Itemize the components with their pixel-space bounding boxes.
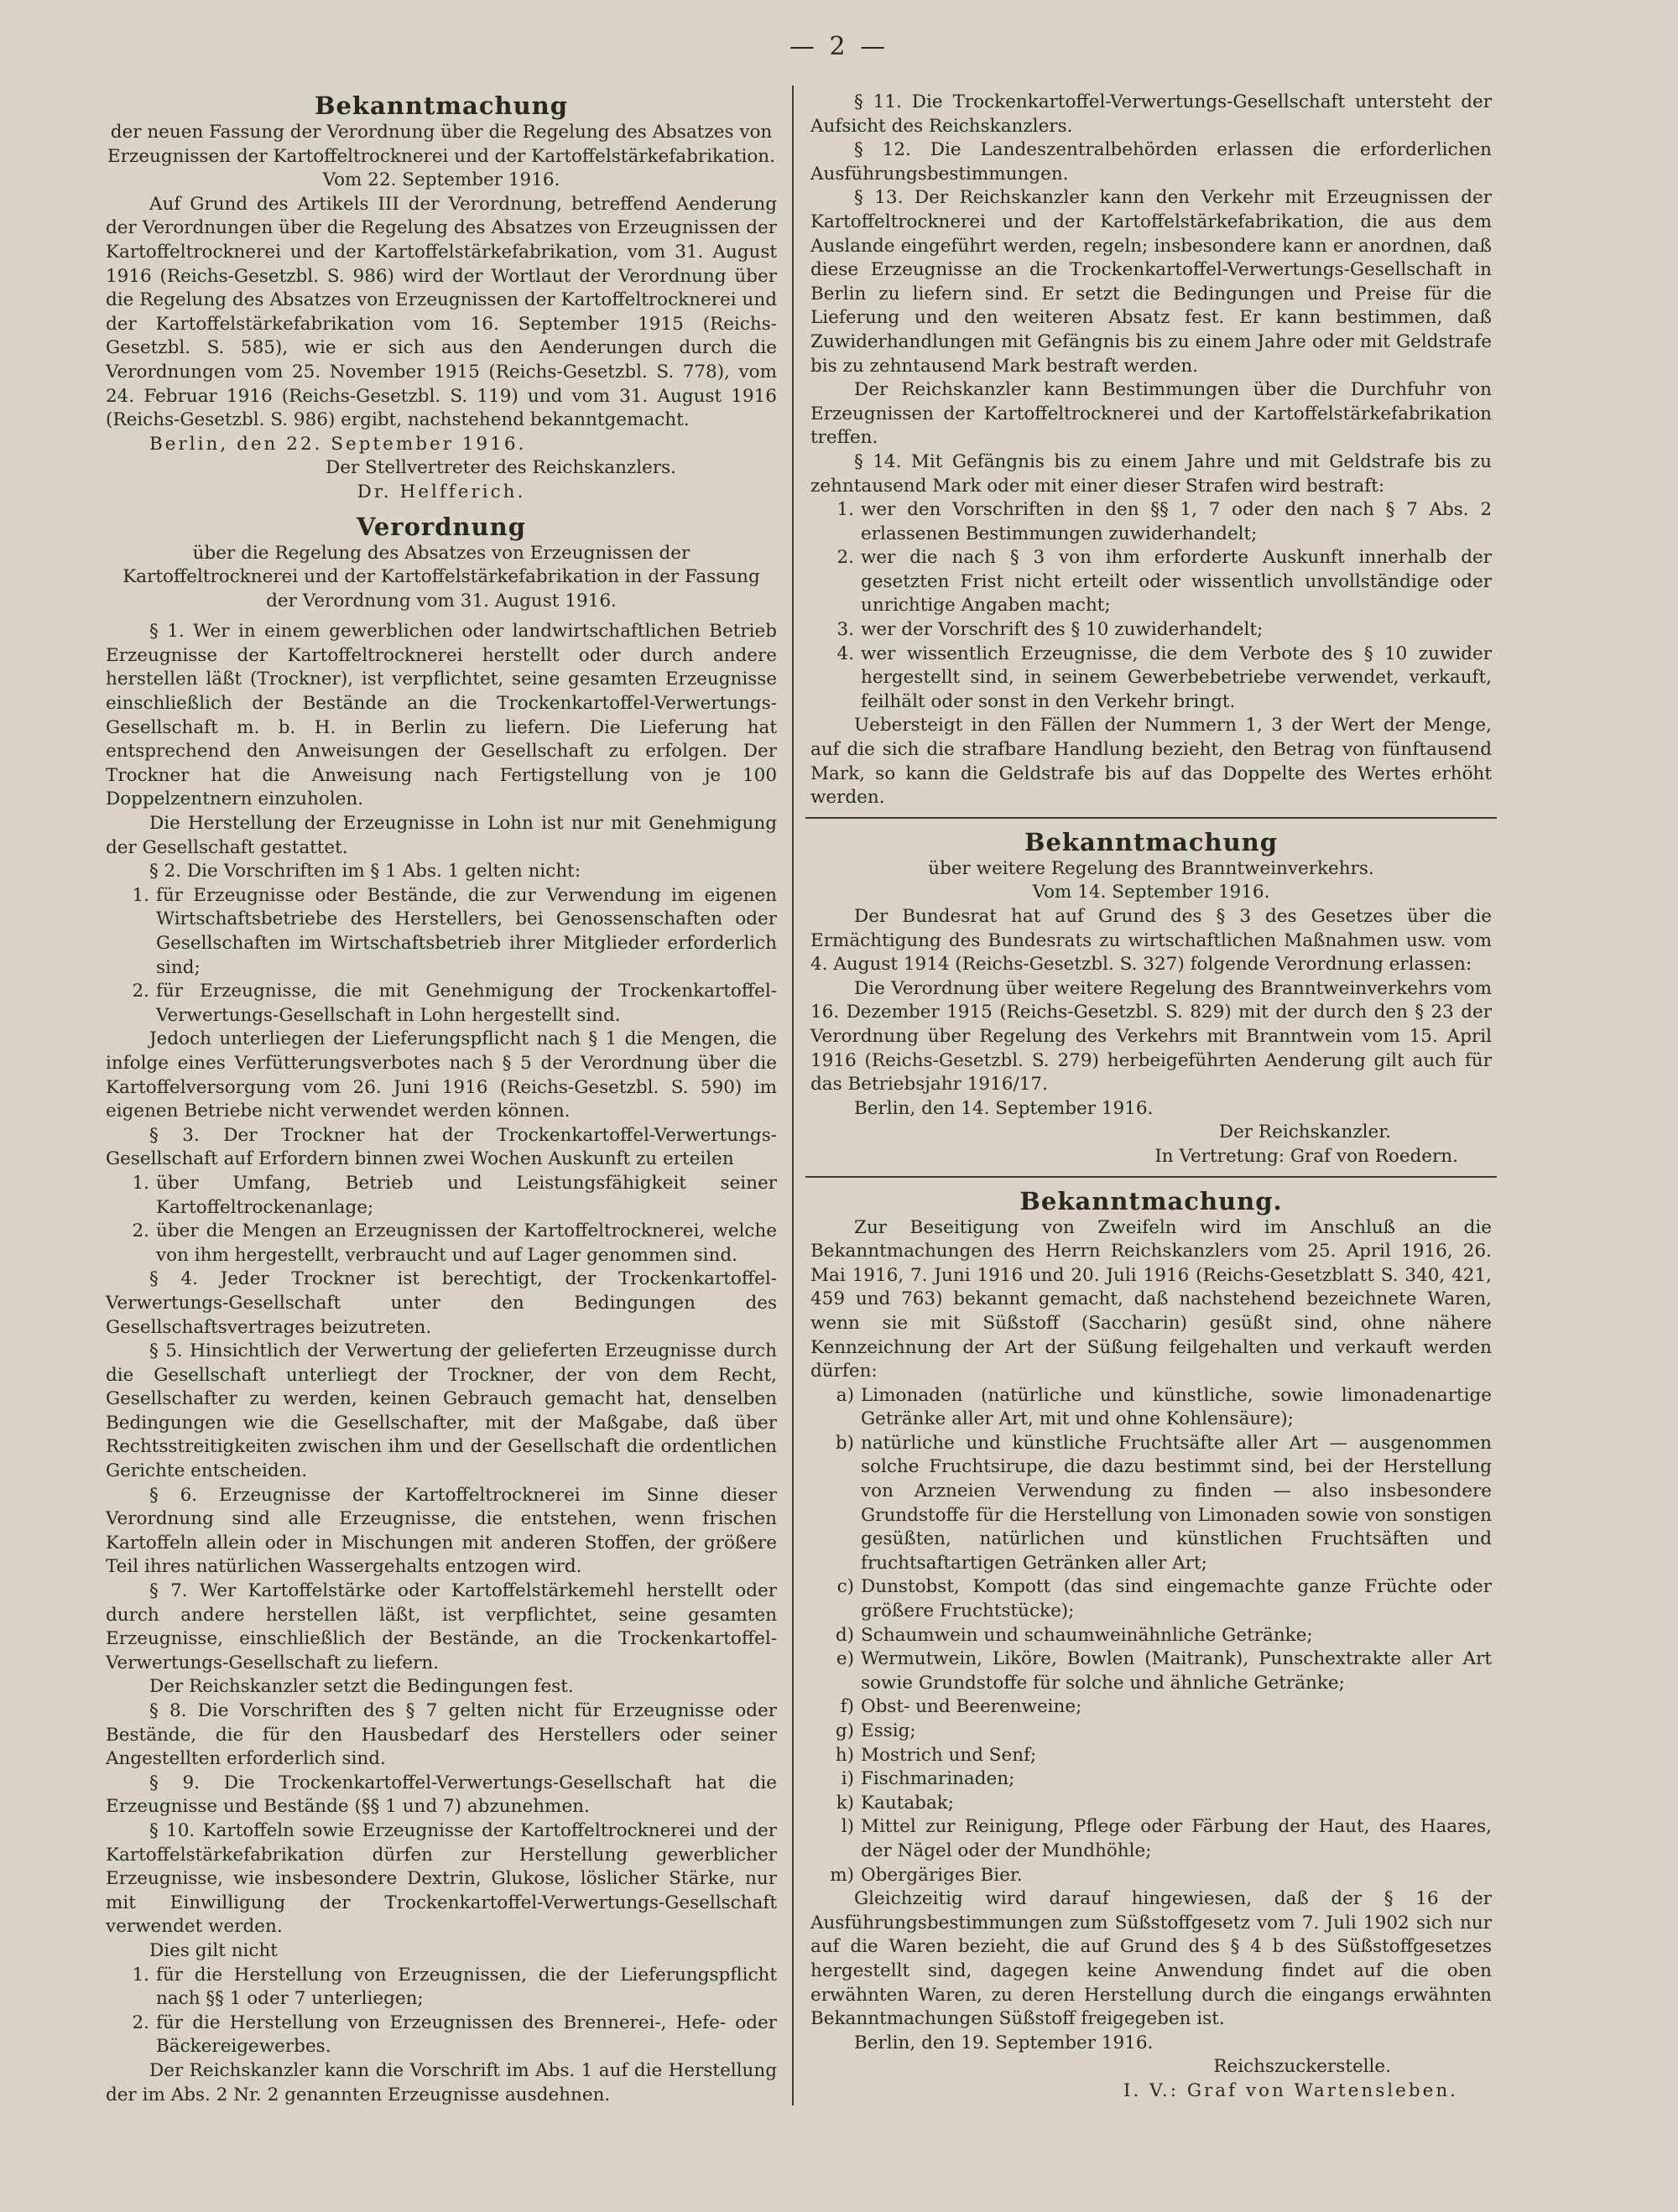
paragraph-13b: Der Reichskanzler kann Bestimmungen über die Durchfuhr von Erzeugnissen der Kartoffeltrocknerei und der Kartoffelstärkefabrikation treffen.	[810, 379, 1492, 449]
column-divider	[792, 86, 794, 2105]
list-item: f) Obst- und Beerenweine;	[840, 1696, 1082, 1718]
list-item: 2. für die Herstellung von Erzeugnissen des Brennerei-, Hefe- oder Bäckereigewerbes.	[132, 2012, 777, 2058]
list-item: d) Schaumwein und schaumweinähnliche Getränke;	[835, 1624, 1313, 1646]
section-divider	[805, 817, 1497, 819]
announcement-3-place-date: Berlin, den 19. September 1916.	[854, 2032, 1154, 2053]
announcement-2-subtitle: über weitere Regelung des Branntweinverkehrs.	[928, 857, 1374, 879]
ordinance-subtitle: über die Regelung des Absatzes von Erzeugnissen der Kartoffeltrocknerei und der Kartoffelstärkefabrikation in der Fassung der Verordnung vom 31. August 1916.	[122, 542, 760, 612]
paragraph-13: § 13. Der Reichskanzler kann den Verkehr mit Erzeugnissen der Kartoffeltrocknerei und der Kartoffelstärkefabrikation, die aus dem Auslande eingeführt werden, regeln; insbesondere kann er anordnen, daß diese Erzeugnisse an die Trockenkartoffel-Verwertungs-Gesellschaft in Berlin zu liefern sind. Er setzt die Bedingungen und Preise für die Lieferung und den weiteren Absatz fest. Er kann bestimmen, daß Zuwiderhandlungen mit Gefängnis bis zu einem Jahre oder mit Geldstrafe bis zu zehntausend Mark bestraft werden.	[810, 187, 1492, 377]
list-item: 1. für Erzeugnisse oder Bestände, die zur Verwendung im eigenen Wirtschaftsbetriebe des Herstellers, bei Genossenschaften oder Gesellschaften im Wirtschaftsbetrieb ihrer Mitglieder erforderlich sind;	[132, 884, 777, 978]
announcement-2-date: Vom 14. September 1916.	[1032, 882, 1270, 903]
list-item: b) natürliche und künstliche Fruchtsäfte aller Art — ausgenommen solche Fruchtsirupe, die dazu bestimmt sind, bei der Herstellung von Arzneien Verwendung zu finden — also insbesondere Grundstoffe für die Herstellung von Limonaden sowie von sonstigen gesüßten, natürlichen und künstlichen Fruchtsäften und fruchtsaftartigen Getränken aller Art;	[835, 1432, 1492, 1574]
announcement-3-signatory: I. V.: Graf von Wartensleben.	[1123, 2079, 1458, 2101]
paragraph-2: § 2. Die Vorschriften im § 1 Abs. 1 gelten nicht:	[149, 861, 581, 882]
announcement-body: Auf Grund des Artikels III der Verordnung, betreffend Aenderung der Verordnungen über die Regelung des Absatzes von Erzeugnissen der Kartoffeltrocknerei und der Kartoffelstärkefabrikation, vom 31. August 1916 (Reichs-Gesetzbl. S. 986) wird der Wortlaut der Verordnung über die Regelung des Absatzes von Erzeugnissen der Kartoffeltrocknerei und der Kartoffelstärkefabrikation vom 16. September 1915 (Reichs-Gesetzbl. S. 585), wie er sich aus den Aenderungen durch die Verordnungen vom 25. November 1915 (Reichs-Gesetzbl. S. 778), vom 24. Februar 1916 (Reichs-Gesetzbl. S. 119) und vom 31. August 1916 (Reichs-Gesetzbl. S. 986) ergibt, nachstehend bekanntgemacht.	[106, 193, 777, 431]
list-item: a) Limonaden (natürliche und künstliche, sowie limonadenartige Getränke aller Art, mit und ohne Kohlensäure);	[836, 1384, 1492, 1430]
announcement-signatory: Dr. Helfferich.	[357, 481, 526, 502]
announcement-2-body: Der Bundesrat hat auf Grund des § 3 des Gesetzes über die Ermächtigung des Bundesrats zu wirtschaftlichen Maßnahmen usw. vom 4. August 1914 (Reichs-Gesetzbl. S. 327) folgende Verordnung erlassen:	[810, 906, 1492, 976]
list-item: 2. für Erzeugnisse, die mit Genehmigung der Trockenkartoffel-Verwertungs-Gesellschaft in Lohn hergestellt sind.	[132, 981, 777, 1026]
left-column	[106, 91, 777, 2107]
paragraph-1: § 1. Wer in einem gewerblichen oder landwirtschaftlichen Betrieb Erzeugnisse der Kartoffeltrocknerei herstellt oder durch andere herstellen läßt (Trockner), ist verpflichtet, seine gesamten Erzeugnisse einschließlich der Bestände an die Trockenkartoffel-Verwertungs-Gesellschaft m. b. H. in Berlin zu liefern. Die Lieferung hat entsprechend den Anweisungen der Gesellschaft zu erfolgen. Der Trockner hat die Anweisung nach Fertigstellung von je 100 Doppelzentnern einzuholen.	[106, 621, 777, 810]
announcement-place-date: Berlin, den 22. September 1916.	[149, 433, 527, 455]
paragraph-9: § 9. Die Trockenkartoffel-Verwertungs-Gesellschaft hat die Erzeugnisse und Bestände (§§ 1 und 7) abzunehmen.	[106, 1772, 777, 1818]
paragraph-14b: Uebersteigt in den Fällen der Nummern 1, 3 der Wert der Menge, auf die sich die strafbare Handlung bezieht, den Betrag von fünftausend Mark, so kann die Geldstrafe bis auf das Doppelte des Wertes erhöht werden.	[810, 715, 1492, 809]
list-item: l) Mittel zur Reinigung, Pflege oder Färbung der Haut, des Haares, der Nägel oder der Mundhöhle;	[841, 1816, 1492, 1861]
list-item: 1. über Umfang, Betrieb und Leistungsfähigkeit seiner Kartoffeltrockenanlage;	[132, 1172, 777, 1218]
list-item: 4. wer wissentlich Erzeugnisse, die dem Verbote des § 10 zuwider hergestellt sind, in seinem Gewerbebetriebe verwendet, verkauft, feilhält oder sonst in den Verkehr bringt.	[836, 643, 1492, 712]
list-item: 2. wer die nach § 3 von ihm erforderte Auskunft innerhalb der gesetzten Frist nicht erteilt oder wissentlich unvollständige oder unrichtige Angaben macht;	[836, 547, 1492, 617]
paragraph-10c: Der Reichskanzler kann die Vorschrift im Abs. 1 auf die Herstellung der im Abs. 2 Nr. 2 genannten Erzeugnisse ausdehnen.	[106, 2059, 777, 2105]
announcement-3-title: Bekanntmachung.	[1019, 1186, 1283, 1215]
list-item: 1. für die Herstellung von Erzeugnissen, die der Lieferungspflicht nach §§ 1 oder 7 unterliegen;	[132, 1964, 777, 2010]
announcement-3-body-2: Gleichzeitig wird darauf hingewiesen, daß der § 16 der Ausführungsbestimmungen zum Süßstoffgesetz vom 7. Juli 1902 sich nur auf die Waren bezieht, die auf Grund des § 4 b des Süßstoffgesetzes hergestellt sind, dagegen keine Anwendung findet auf die oben erwähnten Waren, zu deren Herstellung durch die eingangs erwähnten Bekanntmachungen Süßstoff freigegeben ist.	[810, 1888, 1492, 2030]
paragraph-3: § 3. Der Trockner hat der Trockenkartoffel-Verwertungs-Gesellschaft auf Erfordern binnen zwei Wochen Auskunft zu erteilen	[106, 1124, 777, 1170]
paragraph-7b: Der Reichskanzler setzt die Bedingungen fest.	[149, 1676, 574, 1698]
list-item: m) Obergäriges Bier.	[830, 1864, 1023, 1886]
announcement-2-signatory-title: Der Reichskanzler.	[1218, 1122, 1391, 1143]
section-divider	[805, 1176, 1497, 1178]
paragraph-1b: Die Herstellung der Erzeugnisse in Lohn ist nur mit Genehmigung der Gesellschaft gestattet.	[106, 813, 777, 858]
page-number: — 2 —	[789, 32, 889, 61]
announcement-2-place-date: Berlin, den 14. September 1916.	[854, 1097, 1154, 1119]
paragraph-4: § 4. Jeder Trockner ist berechtigt, der Trockenkartoffel-Verwertungs-Gesellschaft unter den Bedingungen des Gesellschaftsvertrages beizutreten.	[106, 1268, 777, 1338]
announcement-3-body: Zur Beseitigung von Zweifeln wird im Anschluß an die Bekanntmachungen des Herrn Reichskanzlers vom 25. April 1916, 26. Mai 1916, 7. Juni 1916 und 20. Juli 1916 (Reichs-Gesetzblatt S. 340, 421, 459 und 763) bekannt gemacht, daß nachstehend bezeichnete Waren, wenn sie mit Süßstoff (Saccharin) gesüßt sind, ohne nähere Kennzeichnung der Art der Süßung feilgehalten und verkauft werden dürfen:	[810, 1216, 1492, 1382]
list-item: 1. wer den Vorschriften in den §§ 1, 7 oder den nach § 7 Abs. 2 erlassenen Bestimmungen zuwiderhandelt;	[836, 499, 1492, 544]
right-column	[810, 91, 1492, 2104]
list-item: i) Fischmarinaden;	[841, 1768, 1015, 1790]
paragraph-11: § 11. Die Trockenkartoffel-Verwertungs-Gesellschaft untersteht der Aufsicht des Reichskanzlers.	[810, 91, 1492, 137]
paragraph-10b: Dies gilt nicht	[149, 1939, 278, 1961]
list-item: 3. wer der Vorschrift des § 10 zuwiderhandelt;	[836, 619, 1264, 641]
announcement-subtitle: der neuen Fassung der Verordnung über die Regelung des Absatzes von Erzeugnissen der Kartoffeltrocknerei und der Kartoffelstärkefabrikation. Vom 22. September 1916.	[107, 122, 775, 191]
announcement-title: Bekanntmachung	[314, 91, 569, 120]
paragraph-5: § 5. Hinsichtlich der Verwertung der gelieferten Erzeugnisse durch die Gesellschaft unterliegt der Trockner, der von dem Recht, Gesellschafter zu werden, keinen Gebrauch gemacht hat, denselben Bedingungen wie die Gesellschafter, mit der Maßgabe, daß über Rechtsstreitigkeiten zwischen ihm und der Gesellschaft die ordentlichen Gerichte entscheiden.	[106, 1340, 777, 1482]
paragraph-7: § 7. Wer Kartoffelstärke oder Kartoffelstärkemehl herstellt oder durch andere herstellen läßt, ist verpflichtet, seine gesamten Erzeugnisse, einschließlich der Bestände, an die Trockenkartoffel-Verwertungs-Gesellschaft zu liefern.	[106, 1580, 777, 1673]
announcement-3-signatory-title: Reichszuckerstelle.	[1213, 2056, 1391, 2078]
paragraph-12: § 12. Die Landeszentralbehörden erlassen die erforderlichen Ausführungsbestimmungen.	[810, 139, 1492, 185]
paragraph-14: § 14. Mit Gefängnis bis zu einem Jahre und mit Geldstrafe bis zu zehntausend Mark oder mit einer dieser Strafen wird bestraft:	[810, 450, 1492, 497]
announcement-2-body-2: Die Verordnung über weitere Regelung des Branntweinverkehrs vom 16. Dezember 1915 (Reichs-Gesetzbl. S. 829) mit der durch den § 23 der Verordnung über Regelung des Verkehrs mit Branntwein vom 15. April 1916 (Reichs-Gesetzbl. S. 279) herbeigeführten Aenderung gilt auch für das Betriebsjahr 1916/17.	[810, 977, 1492, 1096]
list-item: h) Mostrich und Senf;	[835, 1744, 1037, 1766]
announcement-signatory-title: Der Stellvertreter des Reichskanzlers.	[325, 457, 676, 479]
paragraph-8: § 8. Die Vorschriften des § 7 gelten nicht für Erzeugnisse oder Bestände, die für den Hausbedarf des Herstellers oder seiner Angestellten erforderlich sind.	[106, 1700, 777, 1770]
list-item: k) Kautabak;	[836, 1792, 955, 1814]
list-item: e) Wermutwein, Liköre, Bowlen (Maitrank), Punschextrakte aller Art sowie Grundstoffe für solche und ähnliche Getränke;	[836, 1648, 1492, 1694]
list-item: 2. über die Mengen an Erzeugnissen der Kartoffeltrocknerei, welche von ihm hergestellt, verbraucht und auf Lager genommen sind.	[132, 1221, 777, 1266]
announcement-2-signatory: In Vertretung: Graf von Roedern.	[1154, 1145, 1458, 1167]
announcement-2-title: Bekanntmachung	[1024, 827, 1279, 856]
ordinance-title: Verordnung	[357, 512, 526, 541]
list-item: g) Essig;	[835, 1720, 916, 1741]
paragraph-10: § 10. Kartoffeln sowie Erzeugnisse der Kartoffeltrocknerei und der Kartoffelstärkefabrikation dürfen zur Herstellung gewerblicher Erzeugnisse, wie insbesondere Dextrin, Glukose, löslicher Stärke, nur mit Einwilligung der Trockenkartoffel-Verwertungs-Gesellschaft verwendet werden.	[106, 1819, 777, 1938]
paragraph-2b: Jedoch unterliegen der Lieferungspflicht nach § 1 die Mengen, die infolge eines Verfütterungsverbotes nach § 5 der Verordnung über die Kartoffelversorgung vom 26. Juni 1916 (Reichs-Gesetzbl. S. 590) im eigenen Betriebe nicht verwendet werden können.	[106, 1028, 777, 1122]
list-item: c) Dunstobst, Kompott (das sind eingemachte ganze Früchte oder größere Fruchtstücke);	[836, 1576, 1492, 1622]
paragraph-6: § 6. Erzeugnisse der Kartoffeltrocknerei im Sinne dieser Verordnung sind alle Erzeugnisse, die entstehen, wenn frischen Kartoffeln allein oder in Mischungen mit anderen Stoffen, der größere Teil ihres natürlichen Wassergehalts entzogen wird.	[106, 1484, 777, 1578]
